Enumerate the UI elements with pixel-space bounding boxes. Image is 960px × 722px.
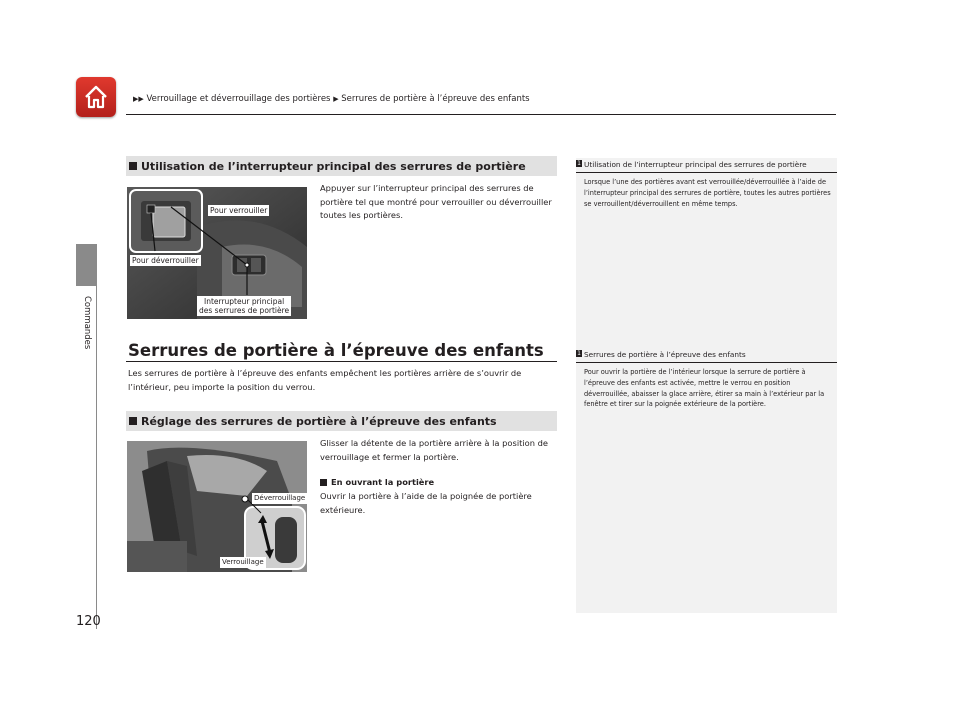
square-bullet-icon [129,162,137,170]
callout-lock-position: Verrouillage [222,558,264,566]
section-bar-master-switch [126,156,557,176]
section-title: Utilisation de l’interrupteur principal des serrures de portière [141,159,526,173]
section1-text: Appuyer sur l’interrupteur principal des serrures de portière tel que montré pour verrouiller ou déverrouiller toutes les portières. [320,183,552,220]
note-body: Pour ouvrir la portière de l’intérieur lorsque la serrure de portière à l’épreuve des enfants est activée, mettre le verrou en position déverrouillée, abaisser la glace arrière, étirer sa main à l’extérieur par la fenêtre et tirer sur la poignée extérieure de la portière. [584,368,825,409]
note-body: Lorsque l’une des portières avant est verrouillée/déverrouillée à l’aide de l’interrupteur principal des serrures de portière, toutes les autres portières se verrouillent/déverrouillent en même temps. [584,178,831,208]
section2-intro: Les serrures de portière à l’épreuve des enfants empêchent les portières arrière de s’ouvrir de l’intérieur, peu importe la position du verrou. [128,368,522,392]
breadcrumb-item[interactable]: Serrures de portière à l’épreuve des enfants [341,94,530,104]
square-bullet-icon [320,479,327,486]
child-lock-image [127,441,307,572]
arrow-icon: ▶ [333,95,339,103]
note-marker-icon: 1 [577,350,581,357]
note-master-switch [576,160,837,209]
callout-lock: Pour verrouiller [210,206,268,215]
note-title: Utilisation de l’interrupteur principal des serrures de portière [584,160,807,169]
breadcrumb-item[interactable]: Verrouillage et déverrouillage des portières [146,94,331,104]
arrow-icon: ▶▶ [133,95,144,103]
breadcrumb [133,94,530,104]
callout-master-switch [197,296,291,316]
sub-heading [320,477,434,487]
callout-unlock: Pour déverrouiller [132,256,199,265]
section-title: Réglage des serrures de portière à l’épreuve des enfants [141,414,497,428]
callout-unlock-position: Déverrouillage [254,494,306,502]
callout-master-switch-line1: Interrupteur principal [203,297,285,306]
heading-rule [126,361,557,362]
note-rule [576,172,837,173]
side-tab-label: Commandes [82,296,92,350]
section-heading: Serrures de portière à l’épreuve des enfants [128,341,544,360]
side-rule [96,244,97,629]
section-bar-child-locks [126,411,557,431]
home-icon[interactable] [76,77,116,117]
sub-heading-text: En ouvrant la portière [331,477,435,487]
note-rule [576,362,837,363]
callout-master-switch-line2: des serrures de portière [199,306,290,315]
note-title: Serrures de portière à l’épreuve des enfants [584,350,746,359]
square-bullet-icon [129,417,137,425]
side-tab-marker [76,244,97,286]
section2-text: Glisser la détente de la portière arrière à la position de verrouillage et fermer la portière. [320,438,549,462]
note-child-locks [576,350,837,410]
sub-text: Ouvrir la portière à l’aide de la poignée de portière extérieure. [320,491,532,515]
page-number: 120 [76,614,101,629]
note-marker-icon: 1 [577,160,581,167]
header-rule [126,114,836,115]
